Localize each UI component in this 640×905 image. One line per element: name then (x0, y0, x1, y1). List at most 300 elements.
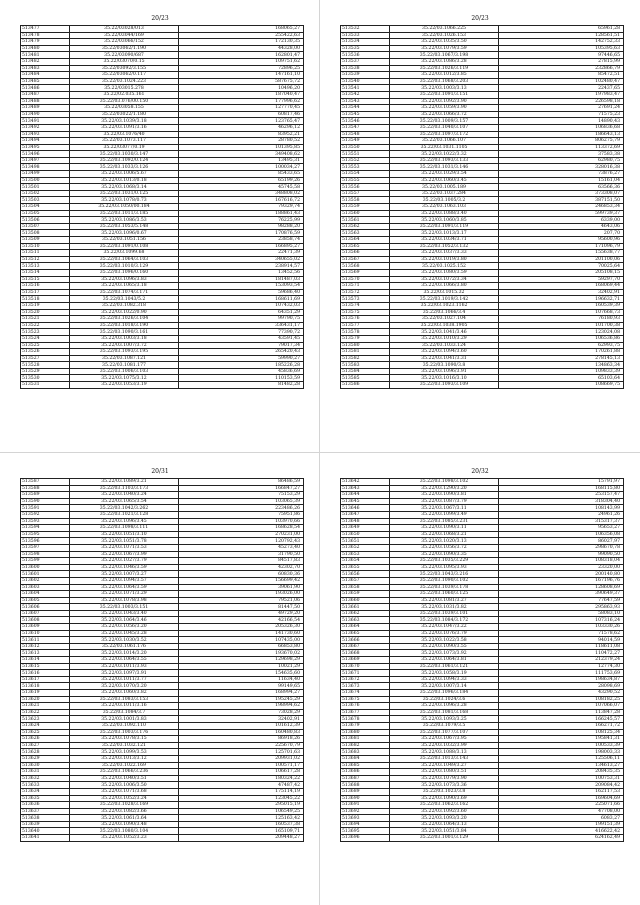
reference-code-cell: 35.22/03.1068/3.14 (70, 184, 179, 191)
record-id-cell: 513681 (341, 736, 390, 743)
reference-code-cell: 35.22/03.1052/3.132 (390, 243, 499, 250)
amount-cell: 110472,27 (499, 650, 624, 657)
reference-code-cell: 35.22/03.1026.153 (390, 32, 499, 39)
table-row (341, 821, 624, 828)
amount-cell: 123024,08 (499, 329, 624, 336)
reference-code-cell: 35.22/03.1094/3.57 (70, 577, 179, 584)
amount-cell: 13495,31 (179, 157, 304, 164)
table-row (21, 223, 304, 230)
amount-cell: 171096,79 (499, 243, 624, 250)
page-number: 20/23 (471, 15, 489, 22)
record-id-cell: 513514 (21, 269, 70, 276)
amount-cell: 390649,37 (499, 591, 624, 598)
table-row (341, 624, 624, 631)
record-id-cell: 513479 (21, 39, 70, 46)
record-id-cell: 513591 (21, 505, 70, 512)
record-id-cell: 513590 (21, 498, 70, 505)
table-row (341, 742, 624, 749)
record-id-cell: 513484 (21, 72, 70, 79)
table-row (21, 322, 304, 329)
table-row (21, 558, 304, 565)
table-row (341, 551, 624, 558)
reference-code-cell: 35.22/03.1006/3.50 (70, 782, 179, 789)
reference-code-cell: 35.22/03.1023/3.8 (390, 788, 499, 795)
record-id-cell: 513614 (21, 657, 70, 664)
amount-cell: 105395,63 (499, 45, 624, 52)
record-id-cell: 513668 (341, 650, 390, 657)
table-row (341, 382, 624, 389)
record-id-cell: 513688 (341, 782, 390, 789)
reference-code-cell: 35.22/03.1064/3.103 (70, 256, 179, 263)
reference-code-cell: 35.22/03.1081/3.27 (390, 597, 499, 604)
table-row (21, 722, 304, 729)
record-id-cell: 513519 (21, 302, 70, 309)
reference-code-cell: 35.22/03.1003/3.176 (70, 729, 179, 736)
reference-code-cell: 35.22/03077/0.19 (70, 144, 179, 151)
record-id-cell: 513527 (21, 355, 70, 362)
reference-code-cell: 35.22/03.1046/3.59 (70, 564, 179, 571)
table-row (21, 335, 304, 342)
record-id-cell: 513648 (341, 518, 390, 525)
amount-cell: 58083,10 (499, 610, 624, 617)
table-row (341, 755, 624, 762)
reference-code-cell: 35.22/03.1077/3.107 (390, 729, 499, 736)
table-row (341, 630, 624, 637)
record-id-cell: 513602 (21, 577, 70, 584)
reference-code-cell: 35.22/03.1027/3.79 (70, 558, 179, 565)
reference-code-cell: 35.22/03.1080/3.104 (70, 828, 179, 835)
record-id-cell: 513678 (341, 716, 390, 723)
table-row (341, 78, 624, 85)
reference-code-cell: 35.22/03.1039/3.178 (390, 584, 499, 591)
amount-cell: 201100,06 (499, 256, 624, 263)
record-id-cell: 513539 (341, 72, 390, 79)
table-row (341, 788, 624, 795)
table-row (21, 703, 304, 710)
reference-code-cell: 35.22/03066/152 (70, 39, 179, 46)
reference-code-cell: 35.22/03.1094/3.33 (390, 676, 499, 683)
amount-cell: 348808,02 (179, 190, 304, 197)
reference-code-cell: 35.22/03.1092/3.90 (390, 98, 499, 105)
page-number: 20/31 (151, 468, 169, 475)
table-row (21, 118, 304, 125)
reference-code-cell: 35.22/03.1022.169 (70, 762, 179, 769)
reference-code-cell: 35.22/03.1043/3.40 (70, 610, 179, 617)
reference-code-cell: 35.22/03.1092.110 (70, 722, 179, 729)
table-row (341, 479, 624, 486)
amount-cell: 387151,50 (499, 197, 624, 204)
table-row (21, 755, 304, 762)
amount-cell: 253157,47 (499, 492, 624, 499)
amount-cell: 62980,75 (499, 157, 624, 164)
amount-cell: 238914,57 (179, 263, 304, 270)
reference-code-cell: 35.22/03.1088/3.13 (390, 749, 499, 756)
reference-code-cell: 35.22/03.1013/3.143 (390, 755, 499, 762)
record-id-cell: 513509 (21, 237, 70, 244)
record-id-cell: 513612 (21, 643, 70, 650)
reference-code-cell: 35.22/03.1099.68 (70, 250, 179, 257)
record-id-cell: 513578 (341, 329, 390, 336)
record-id-cell: 513632 (21, 775, 70, 782)
table-row (21, 729, 304, 736)
reference-code-cell: 35.22/03.1096/3.28 (390, 703, 499, 710)
table-row (21, 269, 304, 276)
amount-cell: 195245,29 (179, 696, 304, 703)
amount-cell: 200140,80 (499, 571, 624, 578)
amount-cell: 416622,42 (499, 828, 624, 835)
table-row (21, 716, 304, 723)
table-row (341, 329, 624, 336)
amount-cell: 223486,26 (179, 505, 304, 512)
amount-cell: 587675,72 (179, 78, 304, 85)
table-row (21, 577, 304, 584)
amount-cell: 14890,43 (499, 118, 624, 125)
table-row (341, 505, 624, 512)
record-id-cell: 513627 (21, 742, 70, 749)
table-row (21, 663, 304, 670)
reference-code-cell: 35.22/03.1038.1905 (390, 322, 499, 329)
reference-code-cell: 35.22/03.1090/3.35 (390, 551, 499, 558)
table-row (21, 690, 304, 697)
amount-cell: 193670,02 (179, 650, 304, 657)
table-row (341, 335, 624, 342)
amount-cell: 108125,34 (499, 729, 624, 736)
amount-cell: 168065,27 (179, 26, 304, 33)
reference-code-cell: 35.22/03.1087.121 (70, 355, 179, 362)
record-id-cell: 513558 (341, 197, 390, 204)
table-row (21, 52, 304, 59)
reference-code-cell: 35.22/03.1085/3.231 (390, 518, 499, 525)
reference-code-cell: 35.22/03.1030/3.52 (70, 637, 179, 644)
amount-cell: 106356,08 (499, 531, 624, 538)
record-id-cell: 513656 (341, 571, 390, 578)
amount-cell: 23858,74 (179, 237, 304, 244)
reference-code-cell: 35.22/03.1088/3.40 (390, 210, 499, 217)
record-id-cell: 513584 (341, 368, 390, 375)
amount-cell: 37583,38 (499, 151, 624, 158)
reference-code-cell: 35.22/03028/013 (70, 26, 179, 33)
amount-cell: 128561,51 (499, 32, 624, 39)
reference-code-cell: 35.22/03.1081.177 (70, 362, 179, 369)
amount-cell: 170261,88 (499, 349, 624, 356)
reference-code-cell: 35.22/03.1060/3.45 (390, 177, 499, 184)
table-row (21, 736, 304, 743)
table-row (341, 217, 624, 224)
amount-cell: 128608,69 (499, 584, 624, 591)
amount-cell: 278145,13 (499, 355, 624, 362)
reference-code-cell: 35.22/03.1076/3.79 (390, 630, 499, 637)
table-row (21, 65, 304, 72)
record-id-cell: 513547 (341, 124, 390, 131)
reference-code-cell: 35.22/03.1056/3.72 (390, 544, 499, 551)
amount-cell: 75951,86 (179, 511, 304, 518)
record-id-cell: 513673 (341, 683, 390, 690)
record-id-cell: 513592 (21, 511, 70, 518)
reference-code-cell: 35.22/03.1063.103 (390, 204, 499, 211)
table-row (341, 591, 624, 598)
record-id-cell: 513657 (341, 577, 390, 584)
table-row (21, 362, 304, 369)
table-row (341, 709, 624, 716)
amount-cell: 147161,10 (179, 72, 304, 79)
table-row (341, 26, 624, 33)
amount-cell: 168994,27 (179, 690, 304, 697)
amount-cell: 86486,59 (179, 479, 304, 486)
record-id-cell: 513686 (341, 769, 390, 776)
record-id-cell: 513481 (21, 52, 70, 59)
reference-code-cell: 35.22/03.1068/3.21 (390, 531, 499, 538)
reference-code-cell: 35.22/03.1051.156 (70, 237, 179, 244)
table-row (341, 617, 624, 624)
reference-code-cell: 35.22/03.1006/3.103 (70, 368, 179, 375)
table-row (21, 171, 304, 178)
reference-code-cell: 35.22/03.1012/3.85 (390, 72, 499, 79)
reference-code-cell: 35.22/03.1071/3.68 (70, 788, 179, 795)
table-row (21, 782, 304, 789)
amount-cell: 167196,76 (499, 577, 624, 584)
amount-cell: 59297,70 (499, 276, 624, 283)
table-row (21, 237, 304, 244)
reference-code-cell: 35.22/03.1091/3.151 (390, 91, 499, 98)
record-id-cell: 513661 (341, 604, 390, 611)
table-row (21, 85, 304, 92)
reference-code-cell: 35.22/03.1066/3.4 (390, 309, 499, 316)
amount-cell: 106536,86 (499, 335, 624, 342)
table-row (341, 703, 624, 710)
table-row (21, 382, 304, 389)
amount-cell: 166895,27 (179, 243, 304, 250)
amount-cell: 168628,54 (179, 525, 304, 532)
table-row (21, 210, 304, 217)
amount-cell: 42166,54 (179, 617, 304, 624)
reference-code-cell: 35.22/03.1018/3.190 (70, 322, 179, 329)
record-id-cell: 513664 (341, 624, 390, 631)
amount-cell: 109833,39 (499, 368, 624, 375)
table-row (341, 650, 624, 657)
table-row (21, 835, 304, 842)
record-id-cell: 513692 (341, 808, 390, 815)
reference-code-cell: 35.22/03.1010/3.29 (390, 335, 499, 342)
amount-cell: 60830,36 (179, 571, 304, 578)
record-id-cell: 513605 (21, 597, 70, 604)
amount-cell: 328016,38 (499, 164, 624, 171)
table-row (21, 637, 304, 644)
table-row (21, 111, 304, 118)
table-row (341, 749, 624, 756)
table-row (341, 696, 624, 703)
reference-code-cell: 35.22/03.1031/3.82 (390, 604, 499, 611)
reference-code-cell: 35.22/03.1013/0.18 (70, 177, 179, 184)
amount-cell: 32402,91 (499, 289, 624, 296)
record-id-cell: 513617 (21, 676, 70, 683)
record-id-cell: 513683 (341, 749, 390, 756)
amount-cell: 101612,39 (179, 722, 304, 729)
record-id-cell: 513636 (21, 802, 70, 809)
amount-cell: 265420,43 (179, 349, 304, 356)
record-id-cell: 513659 (341, 591, 390, 598)
amount-cell: 47708,00 (499, 808, 624, 815)
table-row (341, 58, 624, 65)
amount-cell: 298670,78 (499, 544, 624, 551)
reference-code-cell: 35.22/03.1079/3.5 (390, 722, 499, 729)
record-id-cell: 513503 (21, 197, 70, 204)
amount-cell: 59990,27 (179, 355, 304, 362)
table-row (341, 322, 624, 329)
reference-code-cell: 35.22/03.1068/3.203 (390, 78, 499, 85)
amount-cell: 11634,40 (179, 676, 304, 683)
amount-cell: 64351,29 (179, 309, 304, 316)
record-id-cell: 513625 (21, 729, 70, 736)
reference-code-cell: 35.22/03.1073/3.36 (390, 782, 499, 789)
reference-code-cell: 35.22/03.1003/3.13 (390, 85, 499, 92)
amount-cell: 94014,59 (499, 637, 624, 644)
table-row (21, 769, 304, 776)
reference-code-cell: 35.22/03.1040/3.107 (390, 124, 499, 131)
table-row (341, 690, 624, 697)
table-row (21, 479, 304, 486)
amount-cell: 123765,47 (179, 118, 304, 125)
record-id-cell: 513628 (21, 749, 70, 756)
record-id-cell: 513561 (341, 217, 390, 224)
record-id-cell: 513493 (21, 131, 70, 138)
amount-cell: 10496,20 (179, 85, 304, 92)
amount-cell: 188861,43 (179, 210, 304, 217)
amount-cell: 45836,69 (179, 368, 304, 375)
amount-cell: 86918,26 (179, 736, 304, 743)
reference-code-cell: 35.22/03.076/00.150 (70, 98, 179, 105)
table-row (21, 802, 304, 809)
table-row (21, 349, 304, 356)
reference-code-cell: 35.22/03.1053/3.19 (70, 382, 179, 389)
reference-code-cell: 35.22/03.1066.107 (390, 138, 499, 145)
record-id-cell: 513663 (341, 617, 390, 624)
table-row (21, 302, 304, 309)
record-id-cell: 513553 (341, 164, 390, 171)
amount-cell: 102480,47 (499, 78, 624, 85)
reference-code-cell: 35.22/03.1015.32 (390, 289, 499, 296)
table-row (21, 828, 304, 835)
record-id-cell: 513693 (341, 815, 390, 822)
amount-cell: 170876,59 (179, 230, 304, 237)
table-row (21, 617, 304, 624)
record-id-cell: 513560 (341, 210, 390, 217)
amount-cell: 45273,40 (179, 544, 304, 551)
record-id-cell: 513679 (341, 722, 390, 729)
table-row (341, 676, 624, 683)
table-row (341, 531, 624, 538)
table-row (21, 58, 304, 65)
table-row (21, 164, 304, 171)
amount-cell: 43591,45 (179, 335, 304, 342)
reference-code-cell: 35.22/03.1087/3.79 (390, 498, 499, 505)
table-row (341, 835, 624, 842)
reference-code-cell: 35.22/03.1035/3.50 (390, 39, 499, 46)
table-row (21, 296, 304, 303)
reference-code-cell: 35.22/03.1090/3.161 (70, 329, 179, 336)
amount-cell: 39061,90 (179, 584, 304, 591)
amount-cell: 111753,69 (499, 670, 624, 677)
amount-cell: 71578,62 (499, 630, 624, 637)
record-id-cell: 513538 (341, 65, 390, 72)
record-id-cell: 513639 (21, 821, 70, 828)
table-row (341, 164, 624, 171)
reference-code-cell: 35.22/03.1032/3.99 (390, 742, 499, 749)
amount-cell: 100571,17 (179, 762, 304, 769)
table-row (21, 742, 304, 749)
amount-cell: 186643,13 (499, 131, 624, 138)
table-row (341, 39, 624, 46)
amount-cell: 49729,20 (179, 610, 304, 617)
reference-code-cell: 35.22/03.1096/3.184 (390, 690, 499, 697)
reference-code-cell: 35.22/03.1099/3.53 (70, 749, 179, 756)
record-id-cell: 513550 (341, 144, 390, 151)
amount-cell: 31790,50 (179, 551, 304, 558)
table-row (341, 269, 624, 276)
amount-cell: 99149,65 (179, 683, 304, 690)
table-row (341, 544, 624, 551)
amount-cell: 177996,62 (179, 98, 304, 105)
table-row (21, 498, 304, 505)
amount-cell: 108182,25 (499, 696, 624, 703)
reference-code-cell: 35.22/03.1049/3.27 (390, 762, 499, 769)
amount-cell: 209448,27 (179, 835, 304, 842)
record-id-cell: 513533 (341, 32, 390, 39)
record-id-cell: 513510 (21, 243, 70, 250)
amount-cell: 162117,53 (499, 788, 624, 795)
amount-cell: 62993,75 (499, 342, 624, 349)
table-row (341, 296, 624, 303)
table-row (21, 368, 304, 375)
records-table (20, 478, 304, 842)
amount-cell: 154635,60 (179, 670, 304, 677)
record-id-cell: 513696 (341, 835, 390, 842)
record-id-cell: 513670 (341, 663, 390, 670)
table-row (21, 190, 304, 197)
amount-cell: 118611,08 (499, 643, 624, 650)
reference-code-cell: 35.22/03.1056/3.20 (70, 624, 179, 631)
table-row (341, 769, 624, 776)
record-id-cell: 513597 (21, 544, 70, 551)
record-id-cell: 513564 (341, 237, 390, 244)
table-row (21, 250, 304, 257)
amount-cell: 160480,83 (179, 729, 304, 736)
record-id-cell: 513665 (341, 630, 390, 637)
table-row (21, 709, 304, 716)
record-id-cell: 513623 (21, 716, 70, 723)
record-id-cell: 513585 (341, 375, 390, 382)
record-id-cell: 513521 (21, 316, 70, 323)
table-row (341, 276, 624, 283)
amount-cell: 109751,62 (179, 58, 304, 65)
record-id-cell: 513689 (341, 788, 390, 795)
reference-code-cell: 35.22/02.035.161 (70, 91, 179, 98)
amount-cell: 22471,39 (179, 250, 304, 257)
reference-code-cell: 35.22/03.1006/5.67 (70, 171, 179, 178)
reference-code-cell: 35.22/03.1007/3.72 (70, 342, 179, 349)
record-id-cell: 513499 (21, 171, 70, 178)
amount-cell: 156699,42 (179, 577, 304, 584)
table-row (341, 105, 624, 112)
record-id-cell: 513682 (341, 742, 390, 749)
table-row (341, 558, 624, 565)
amount-cell: 255422,63 (179, 32, 304, 39)
table-row (341, 564, 624, 571)
amount-cell: 10021,29 (179, 663, 304, 670)
reference-code-cell: 35.22/03.1093/3.25 (390, 716, 499, 723)
record-id-cell: 513571 (341, 283, 390, 290)
record-id-cell: 513504 (21, 204, 70, 211)
amount-cell: 166245,57 (499, 716, 624, 723)
